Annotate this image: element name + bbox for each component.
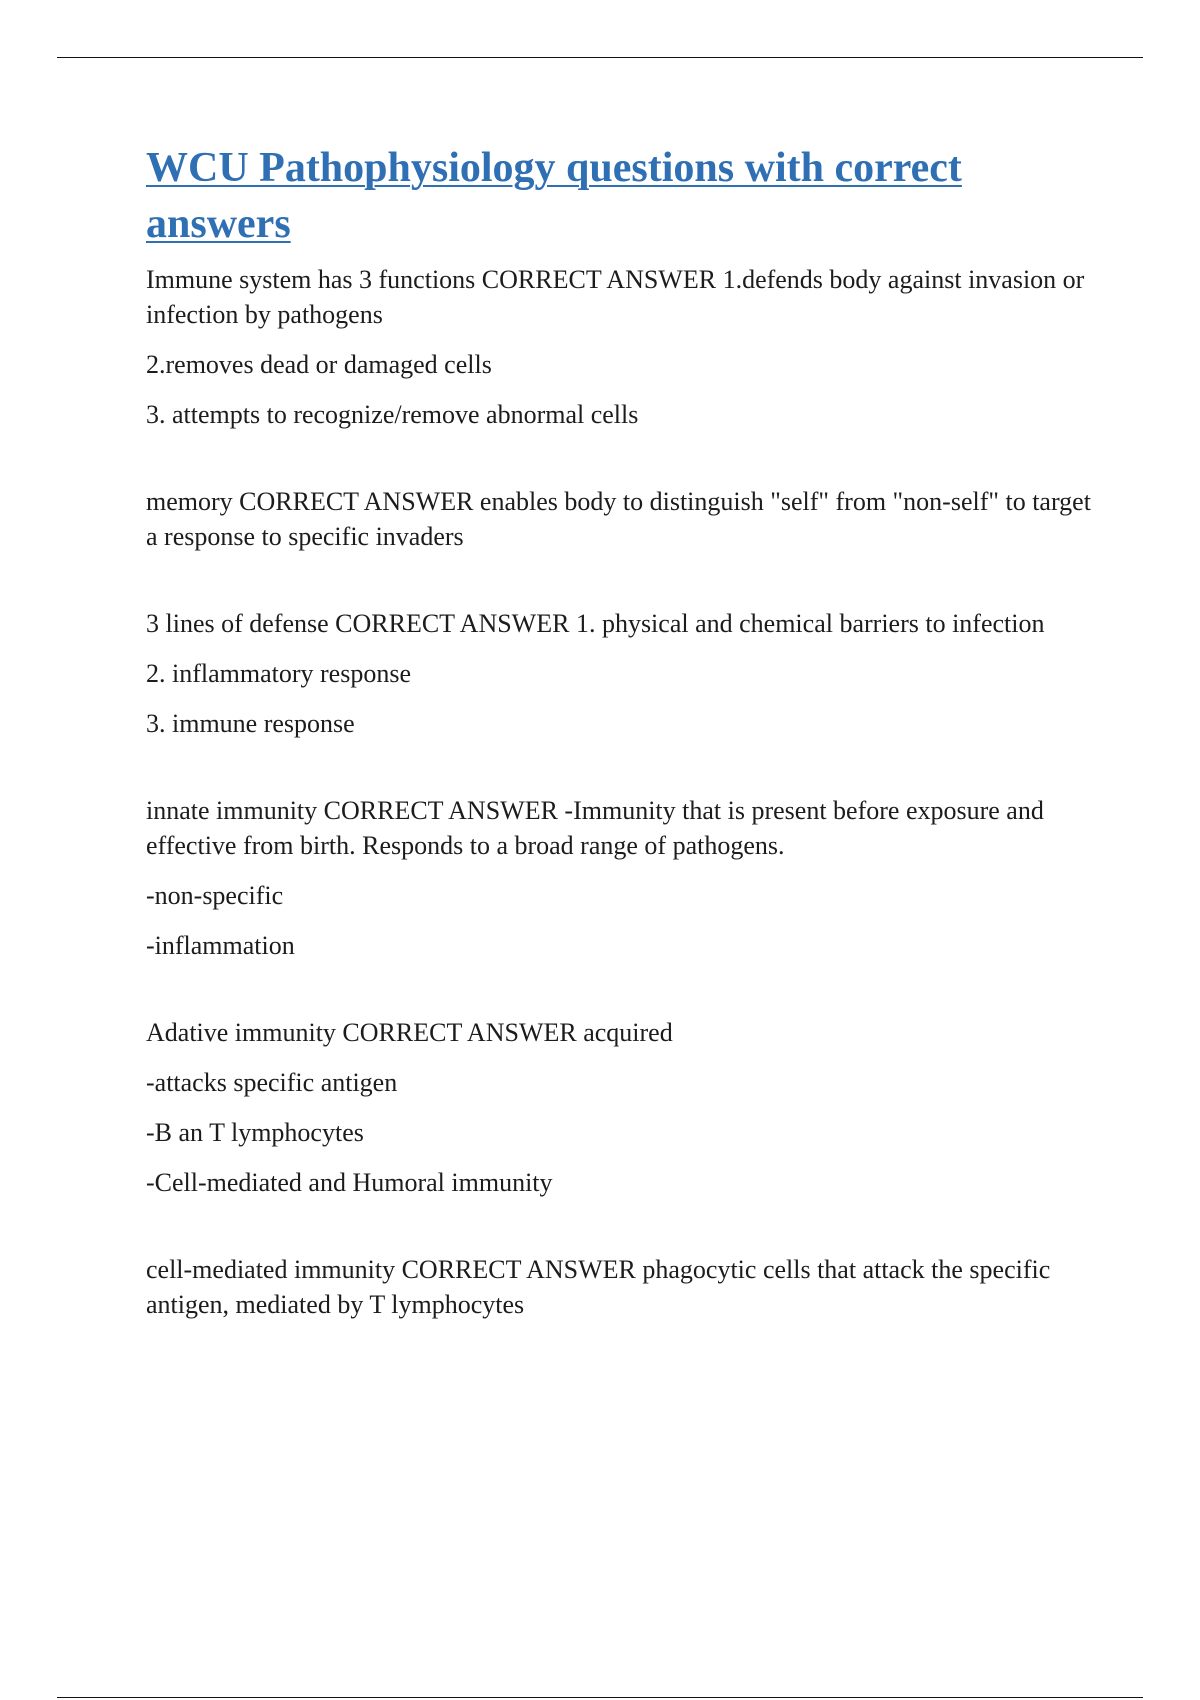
- qa-paragraph: 2.removes dead or damaged cells: [146, 350, 492, 379]
- qa-paragraph: -non-specific: [146, 881, 284, 910]
- qa-paragraph: memory CORRECT ANSWER enables body to distinguish "self" from "non-self" to target a response to specific invaders: [146, 487, 1091, 551]
- qa-list: [146, 262, 1096, 1322]
- qa-paragraph: 3. attempts to recognize/remove abnormal cells: [146, 400, 639, 429]
- qa-paragraph: innate immunity CORRECT ANSWER -Immunity that is present before exposure and effective from birth. Responds to a broad range of pathogens.: [146, 796, 1044, 860]
- qa-entry-lines-of-defense: [146, 606, 1096, 741]
- qa-paragraph: Adative immunity CORRECT ANSWER acquired: [146, 1018, 673, 1047]
- qa-entry-immune-system-functions: [146, 262, 1096, 432]
- page-body: [146, 140, 1096, 1337]
- qa-paragraph: 2. inflammatory response: [146, 659, 411, 688]
- qa-paragraph: Immune system has 3 functions CORRECT ANSWER 1.defends body against invasion or infection by pathogens: [146, 265, 1085, 329]
- qa-paragraph: -inflammation: [146, 931, 295, 960]
- qa-paragraph: -attacks specific antigen: [146, 1068, 398, 1097]
- qa-paragraph: cell-mediated immunity CORRECT ANSWER phagocytic cells that attack the specific antigen, mediated by T lymphocytes: [146, 1255, 1051, 1319]
- qa-paragraph: -Cell-mediated and Humoral immunity: [146, 1168, 553, 1197]
- qa-paragraph: -B an T lymphocytes: [146, 1118, 364, 1147]
- qa-entry-memory: [146, 484, 1096, 554]
- footer-rule: [57, 1697, 1143, 1698]
- document-title[interactable]: WCU Pathophysiology questions with correct answers: [146, 145, 962, 247]
- qa-entry-adaptive-immunity: [146, 1015, 1096, 1200]
- qa-paragraph: 3 lines of defense CORRECT ANSWER 1. physical and chemical barriers to infection: [146, 609, 1045, 638]
- qa-paragraph: 3. immune response: [146, 709, 355, 738]
- qa-entry-innate-immunity: [146, 793, 1096, 963]
- header-rule: [57, 57, 1143, 58]
- qa-entry-cell-mediated-immunity: [146, 1252, 1096, 1322]
